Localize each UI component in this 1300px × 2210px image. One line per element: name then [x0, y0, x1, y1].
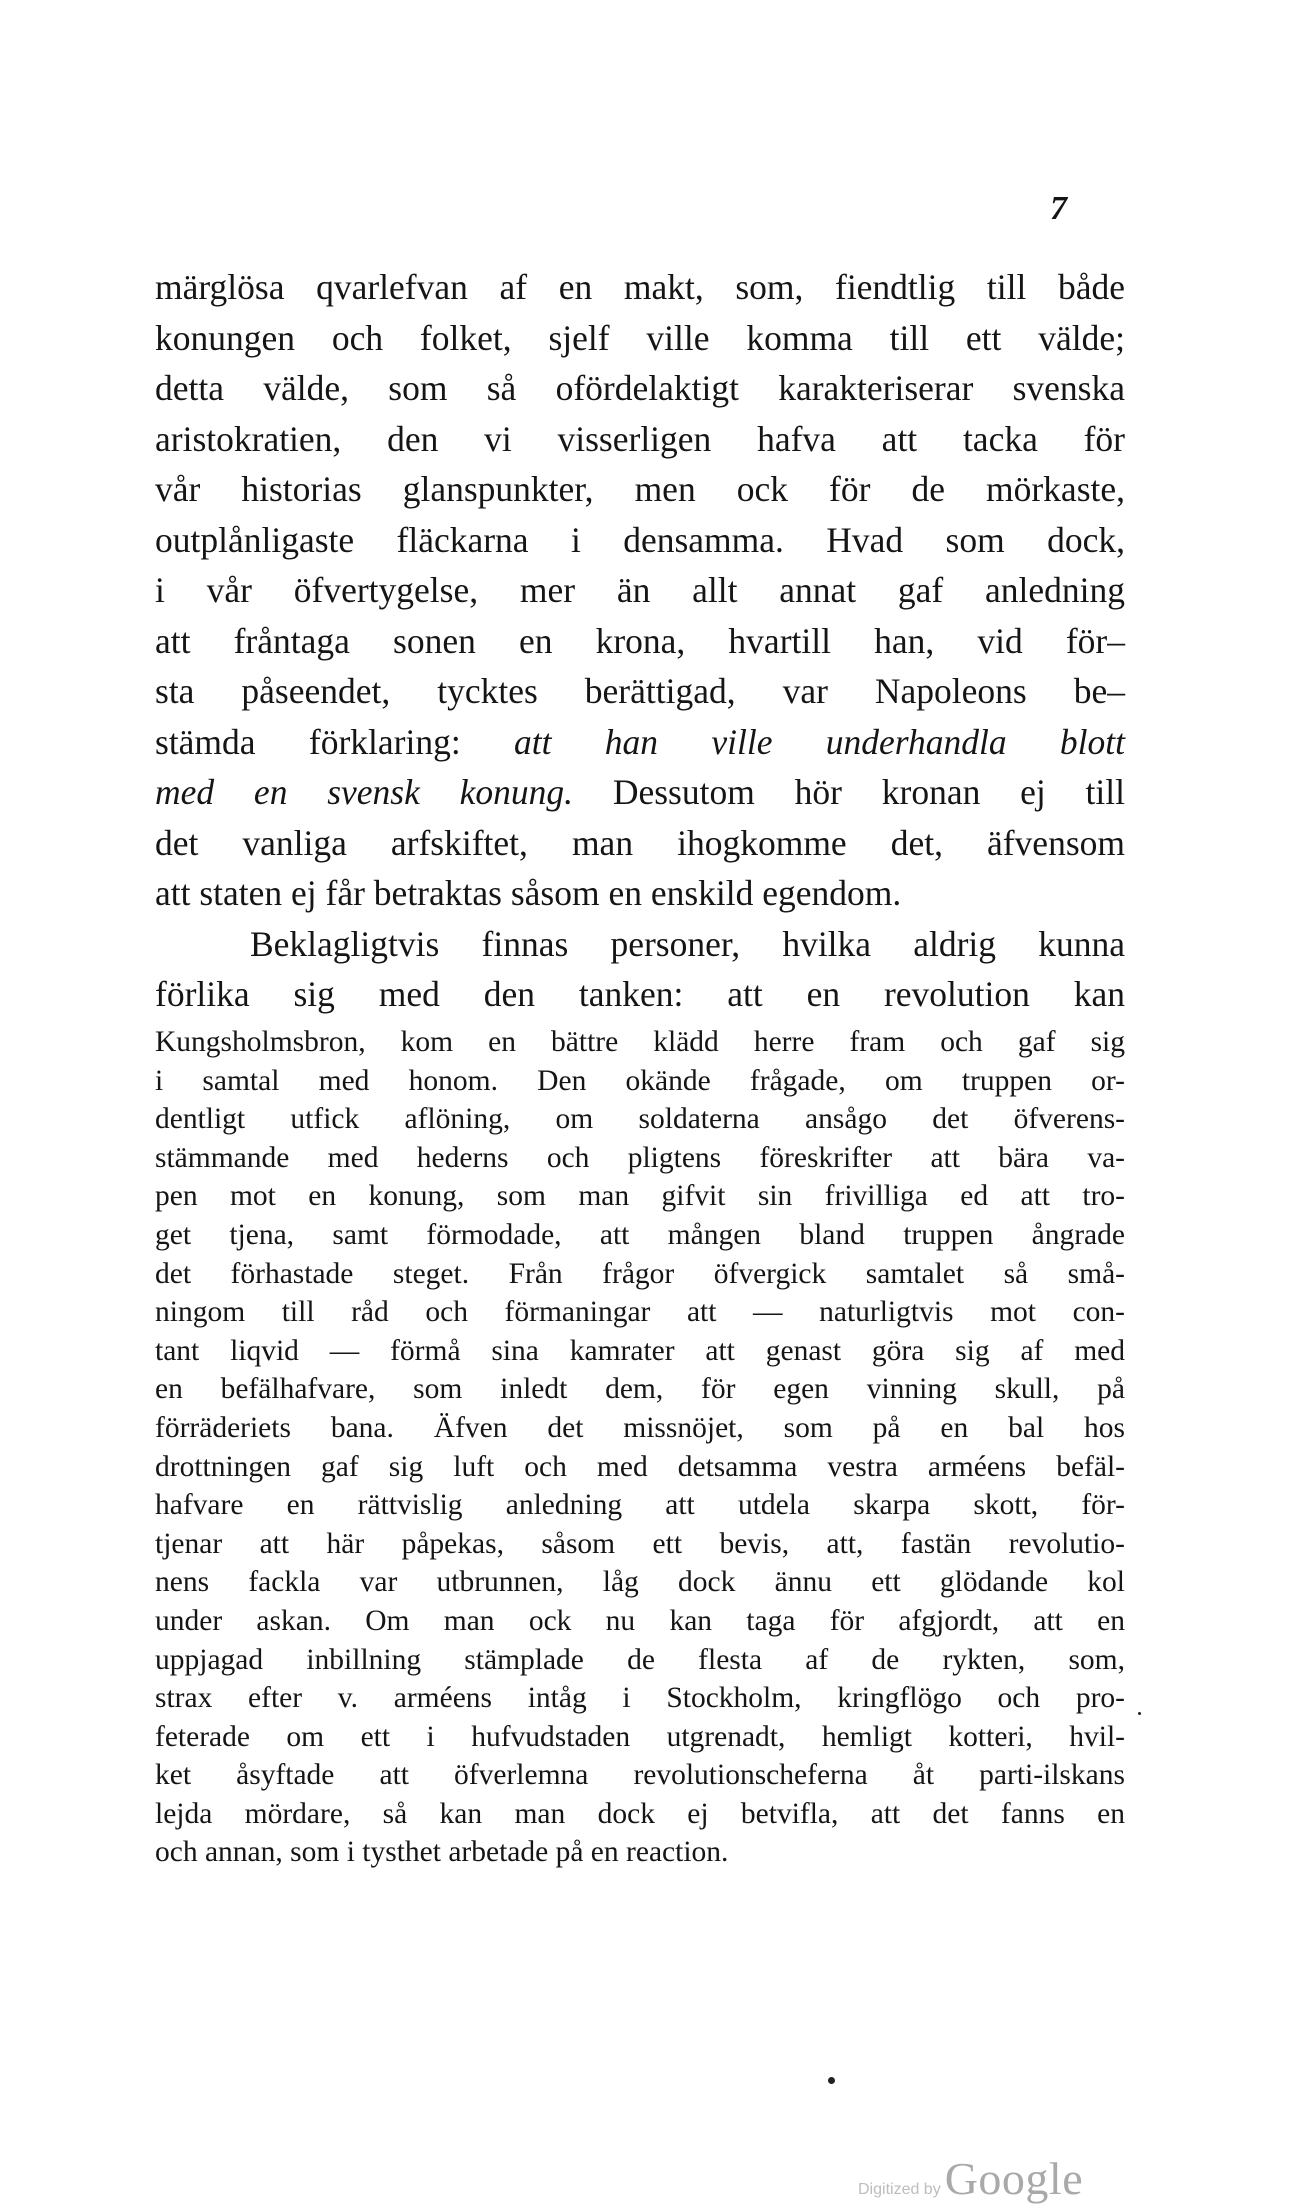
- text-line: sta påseendet, tycktes berättigad, var Napoleons be–: [155, 671, 1125, 711]
- footnote-line: feterade om ett i hufvudstaden utgrenadt, hemligt kotteri, hvil-: [155, 1720, 1125, 1753]
- text-segment: Dessutom hör kronan ej till: [573, 772, 1125, 812]
- footnote-line: tant liqvid — förmå sina kamrater att genast göra sig af med: [155, 1334, 1125, 1367]
- footnote-line: pen mot en konung, som man gifvit sin frivilliga ed att tro-: [155, 1180, 1125, 1213]
- main-text: [155, 262, 1125, 1020]
- footnote-line: get tjena, samt förmodade, att mången bland truppen ångrade: [155, 1218, 1125, 1251]
- footnote-line: under askan. Om man ock nu kan taga för afgjordt, att en: [155, 1604, 1125, 1637]
- text-line: detta välde, som så ofördelaktigt karakteriserar svenska: [155, 368, 1125, 408]
- footnote-line: uppjagad inbillning stämplade de flesta af de rykten, som,: [155, 1643, 1125, 1676]
- footnote-line: hafvare en rättvislig anledning att utdela skarpa skott, för-: [155, 1489, 1125, 1522]
- italic-quote: att han ville underhandla blott: [514, 721, 1125, 762]
- watermark-prefix: Digitized by: [858, 2181, 941, 2198]
- text-line: vår historias glanspunkter, men ock för de mörkaste,: [155, 469, 1125, 509]
- text-line: att staten ej får betraktas såsom en enskild egendom.: [155, 873, 902, 913]
- text-line: aristokratien, den vi visserligen hafva att tacka för: [155, 418, 1125, 459]
- google-logo: Google: [944, 2153, 1084, 2204]
- text-line: att fråntaga sonen en krona, hvartill han, vid för–: [155, 620, 1125, 661]
- footnote-line: drottningen gaf sig luft och med detsamma vestra arméens befäl-: [155, 1450, 1125, 1483]
- footnote-line: strax efter v. arméens intåg i Stockholm, kringflögo och pro-: [155, 1682, 1125, 1715]
- bullet-mark: [828, 2077, 835, 2084]
- italic-quote: med en svensk konung.: [155, 772, 574, 812]
- footnote-line: ningom till råd och förmaningar att — naturligtvis mot con-: [155, 1296, 1125, 1329]
- text-line: i vår öfvertygelse, mer än allt annat gaf anledning: [155, 570, 1125, 610]
- footnote-line: en befälhafvare, som inledt dem, för egen vinning skull, på: [155, 1373, 1125, 1406]
- footnote-line: stämmande med hederns och pligtens föreskrifter att bära va-: [155, 1141, 1125, 1174]
- digitized-watermark: [858, 2152, 1083, 2205]
- footnote-line: ket åsyftade att öfverlemna revolutionscheferna åt parti-ilskans: [155, 1759, 1125, 1792]
- footnote-line: tjenar att här påpekas, såsom ett bevis, att, fastän revolutio-: [155, 1527, 1125, 1560]
- footnote-line: förräderiets bana. Äfven det missnöjet, som på en bal hos: [155, 1411, 1125, 1444]
- footnote-line: Kungsholmsbron, kom en bättre klädd herre fram och gaf sig: [155, 1026, 1125, 1058]
- footnote-line: nens fackla var utbrunnen, låg dock ännu ett glödande kol: [155, 1566, 1125, 1599]
- footnote: [155, 1023, 1125, 1872]
- text-line: det vanliga arfskiftet, man ihogkomme det, äfvensom: [155, 822, 1125, 863]
- text-line-mixed: [155, 767, 1125, 818]
- page-number: 7: [1050, 190, 1067, 227]
- text-line-mixed: [155, 717, 1125, 768]
- text-line: Beklagligtvis finnas personer, hvilka aldrig kunna: [250, 923, 1125, 964]
- text-line: konungen och folket, sjelf ville komma till ett välde;: [155, 317, 1125, 358]
- footnote-line: och annan, som i tysthet arbetade på en reaction.: [155, 1836, 729, 1869]
- text-line: outplånligaste fläckarna i densamma. Hvad som dock,: [155, 519, 1125, 560]
- text-line: märglösa qvarlefvan af en makt, som, fiendtlig till både: [155, 267, 1125, 307]
- stray-mark: [1138, 1712, 1141, 1715]
- footnote-line: det förhastade steget. Från frågor öfvergick samtalet så små-: [155, 1257, 1125, 1290]
- text-line: förlika sig med den tanken: att en revolution kan: [155, 974, 1125, 1014]
- text-segment: stämda förklaring:: [155, 721, 515, 762]
- footnote-line: lejda mördare, så kan man dock ej betvifla, att det fanns en: [155, 1797, 1125, 1830]
- footnote-line: i samtal med honom. Den okände frågade, om truppen or-: [155, 1064, 1125, 1097]
- footnote-line: dentligt utfick aflöning, om soldaterna ansågo det öfverens-: [155, 1103, 1125, 1136]
